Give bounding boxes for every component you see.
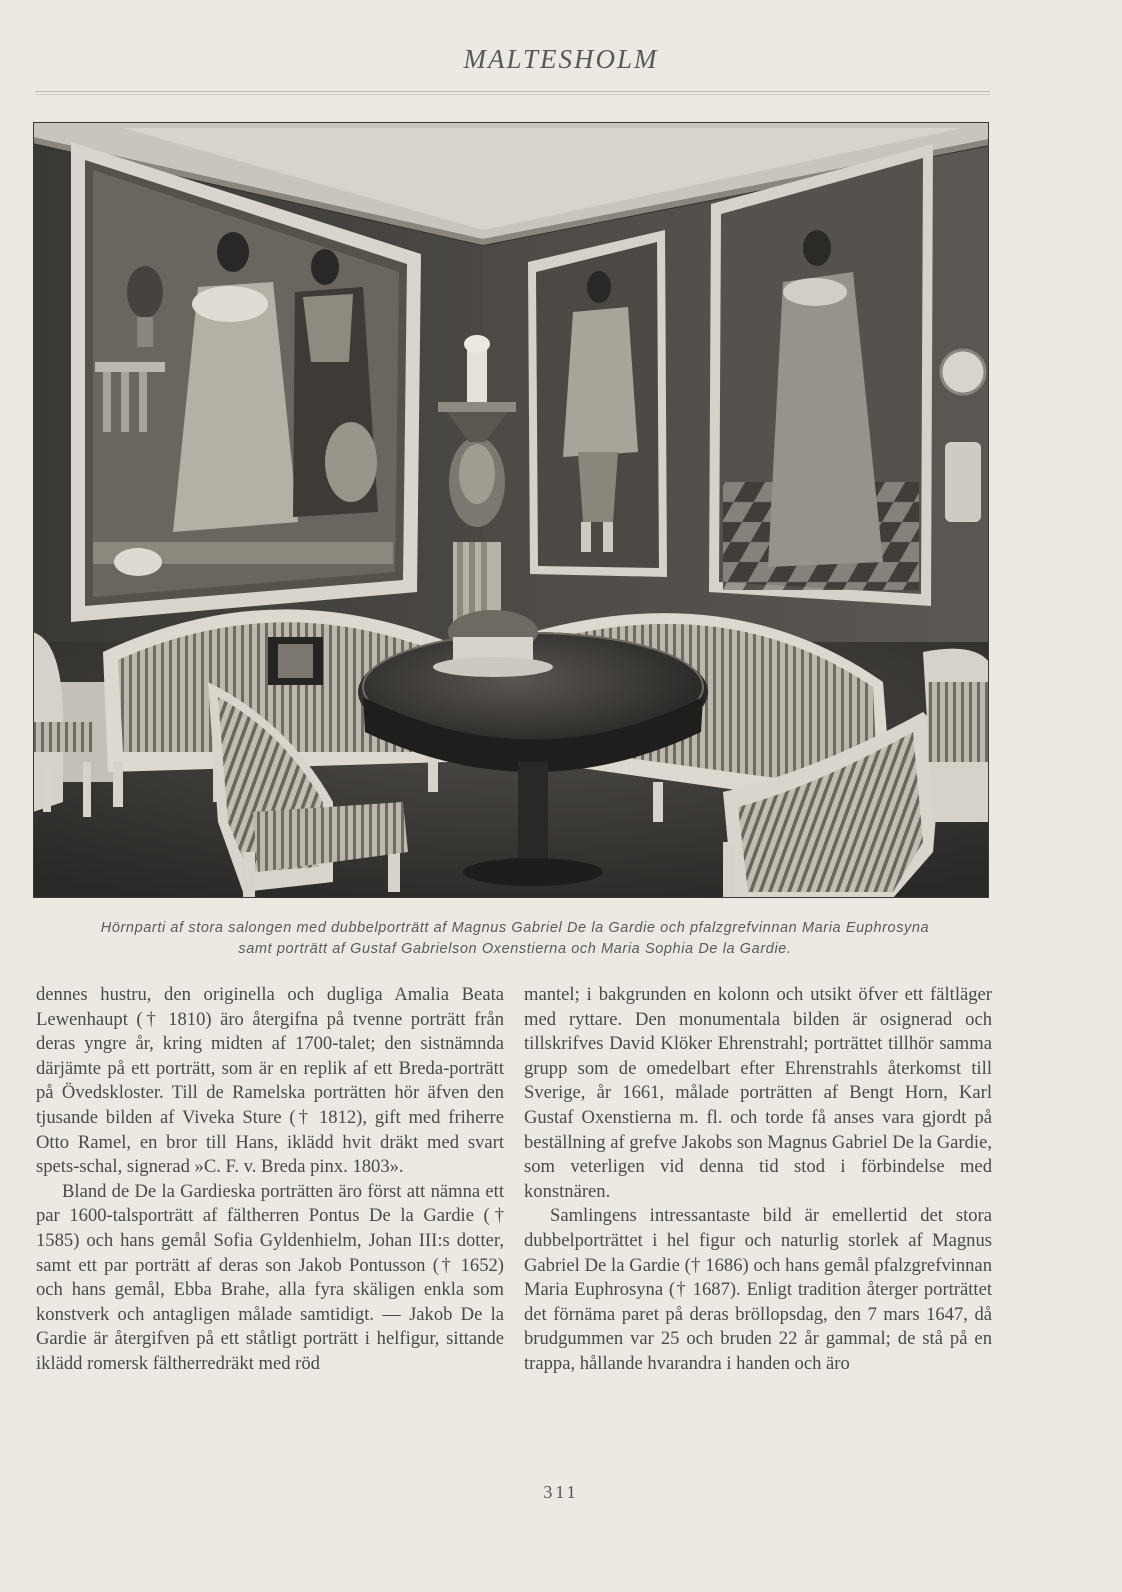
page-number: 311: [543, 1482, 579, 1502]
photo-caption: [40, 918, 990, 960]
text-column-left: [36, 983, 504, 1377]
running-head: MALTESHOLM: [463, 44, 659, 74]
paragraph: dennes hustru, den originella och dugliga Amalia Beata Lewenhaupt († 1810) äro återgifna på tvenne porträtt från deras yngre år, kring midten af 1700-talet; den sistnämnda därjämte på ett porträtt, som är en replik af ett Breda-porträtt på Övedskloster. Till de Ramelska porträtten hör äfven den tjusande bilden af Viveka Sture († 1812), gift med friherre Otto Ramel, en bror till Hans, iklädd hvit dräkt med svart spets-schal, signerad »C. F. v. Breda pinx. 1803».: [36, 984, 504, 1178]
caption-line-1: Hörnparti af stora salongen med dubbelporträtt af Magnus Gabriel De la Gardie och pfalzgrefvinnan Maria Euphrosyna: [100, 920, 930, 936]
paragraph: mantel; i bakgrunden en kolonn och utsikt öfver ett fältläger med ryttare. Den monumentala bilden är osignerad och tillskrifves David Klöker Ehrenstrahl; porträttet tillhör samma grupp som de omedelbart efter Ehrenstrahls återkomst till Sverige, år 1661, målade porträtten af Bengt Horn, Karl Gustaf Oxenstierna m. fl. och torde få anses vara gjordt på beställning af grefve Jakobs son Magnus Gabriel De la Gardie, som veterligen vid denna tid stod i förbindelse med konstnären.: [524, 984, 992, 1202]
caption-line-2: samt porträtt af Gustaf Gabrielson Oxenstierna och Maria Sophia De la Gardie.: [238, 941, 792, 957]
text-column-right: [524, 983, 992, 1377]
paragraph: Bland de De la Gardieska porträtten äro först att nämna ett par 1600-talsporträtt af fältherren Pontus De la Gardie († 1585) och hans gemål Sofia Gyldenhielm, Johan III:s dotter, samt ett par porträtt af deras son Jakob Pontusson († 1652) och hans gemål, Ebba Brahe, alla fyra skäligen enkla som konstverk och antagligen målade samtidigt. — Jakob De la Gardie är återgifven på ett ståtligt porträtt i helfigur, sittande iklädd romersk fältherredräkt med röd: [36, 1180, 504, 1374]
paragraph: Samlingens intressantaste bild är emellertid det stora dubbelporträttet i hel figur och naturlig storlek af Magnus Gabriel De la Gardie († 1686) och hans gemål pfalzgrefvinnan Maria Euphrosyna († 1687). Enligt tradition återger porträttet det förnäma paret på deras bröllopsdag, den 7 mars 1647, då brudgummen var 25 och bruden 22 år gammal; de stå på en trappa, hållande hvarandra i handen och äro: [524, 1205, 992, 1374]
salon-photograph: [33, 122, 989, 898]
header-rule: [35, 91, 990, 95]
